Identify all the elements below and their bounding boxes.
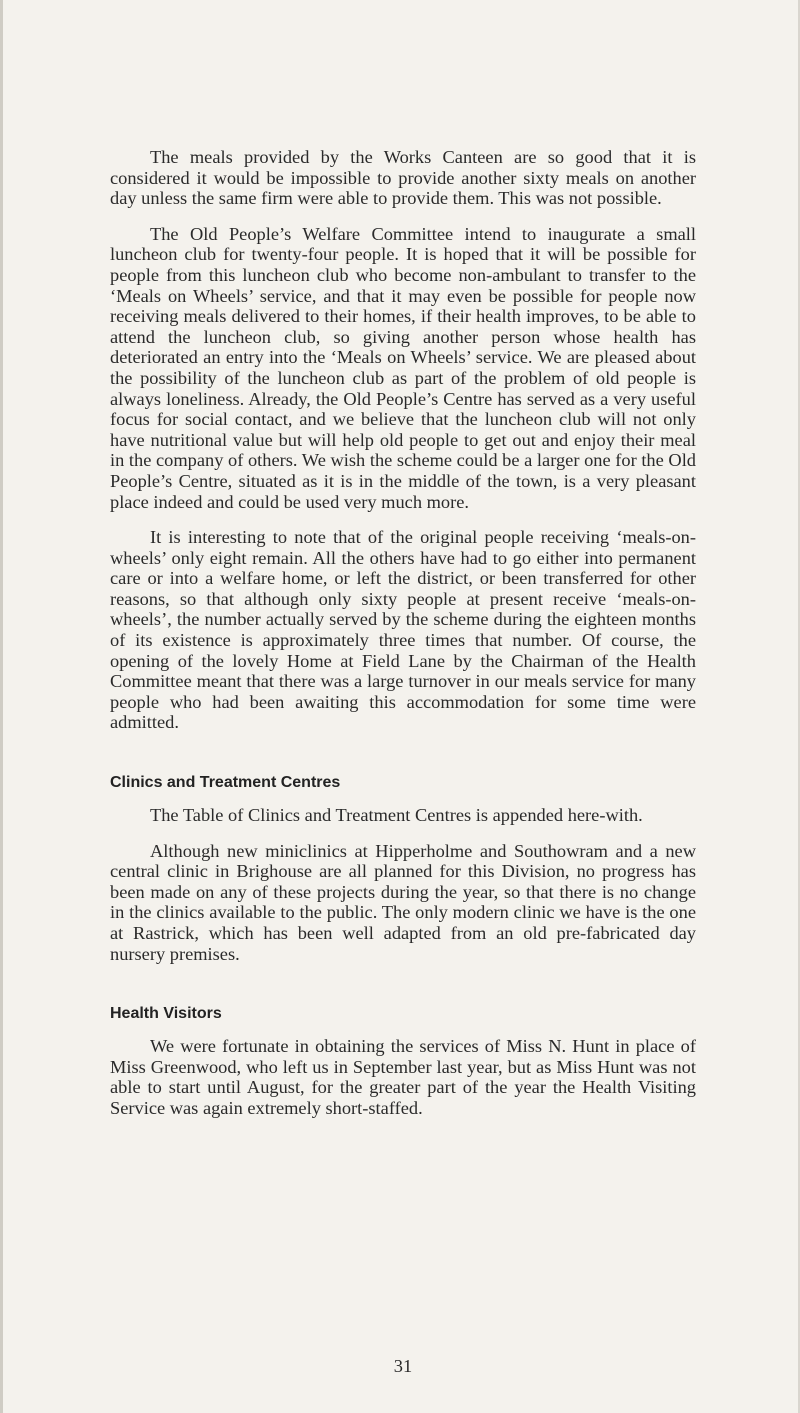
paragraph-meals-on-wheels: It is interesting to note that of the original people receiving ‘meals-on-wheels’ only eight remain. All the others have had to go either into permanent care or into a welfare home, or left the district, or been transferred for other reasons, so that although only sixty people at present receive ‘meals-on-wheels’, the number actually served by the scheme during the eighteen months of its existence is approximately three times that number. Of course, the opening of the lovely Home at Field Lane by the Chairman of the Health Committee meant that there was a large turnover in our meals service for many people who had been awaiting this accommodation for some time were admitted. [110,527,696,733]
heading-clinics: Clinics and Treatment Centres [110,774,341,792]
paragraph-clinics-table: The Table of Clinics and Treatment Centres is appended here-with. [150,805,643,826]
document-body [110,147,696,1119]
paragraph-health-visitors: We were fortunate in obtaining the services of Miss N. Hunt in place of Miss Greenwood, who left us in September last year, but as Miss Hunt was not able to start until August, for the greater part of the year the Health Visiting Service was again extremely short-staffed. [110,1036,696,1118]
paragraph-luncheon-club: The Old People’s Welfare Committee intend to inaugurate a small luncheon club for twenty-four people. It is hoped that it will be possible for people from this luncheon club who become non-ambulant to transfer to the ‘Meals on Wheels’ service, and that it may even be possible for people now receiving meals delivered to their homes, if their health improves, to be able to attend the luncheon club, so giving another person whose health has deteriorated an entry into the ‘Meals on Wheels’ service. We are pleased about the possibility of the luncheon club as part of the problem of old people is always loneliness. Already, the Old People’s Centre has served as a very useful focus for social contact, and we believe that the luncheon club will not only have nutritional value but will help old people to get out and enjoy their meal in the company of others. We wish the scheme could be a larger one for the Old People’s Centre, situated as it is in the middle of the town, is a very pleasant place indeed and could be used very much more. [110,223,696,512]
page-number: 31 [393,1356,413,1376]
paragraph-miniclinics: Although new miniclinics at Hipperholme and Southowram and a new central clinic in Brighouse are all planned for this Division, no progress has been made on any of these projects during the year, so that there is no change in the clinics available to the public. The only modern clinic we have is the one at Rastrick, which has been well adapted from an old pre-fabricated day nursery premises. [110,840,696,964]
paragraph-works-canteen: The meals provided by the Works Canteen are so good that it is considered it would be impossible to provide another sixty meals on another day unless the same firm were able to provide them. This was not possible. [110,147,696,209]
heading-health-visitors: Health Visitors [110,1005,222,1023]
